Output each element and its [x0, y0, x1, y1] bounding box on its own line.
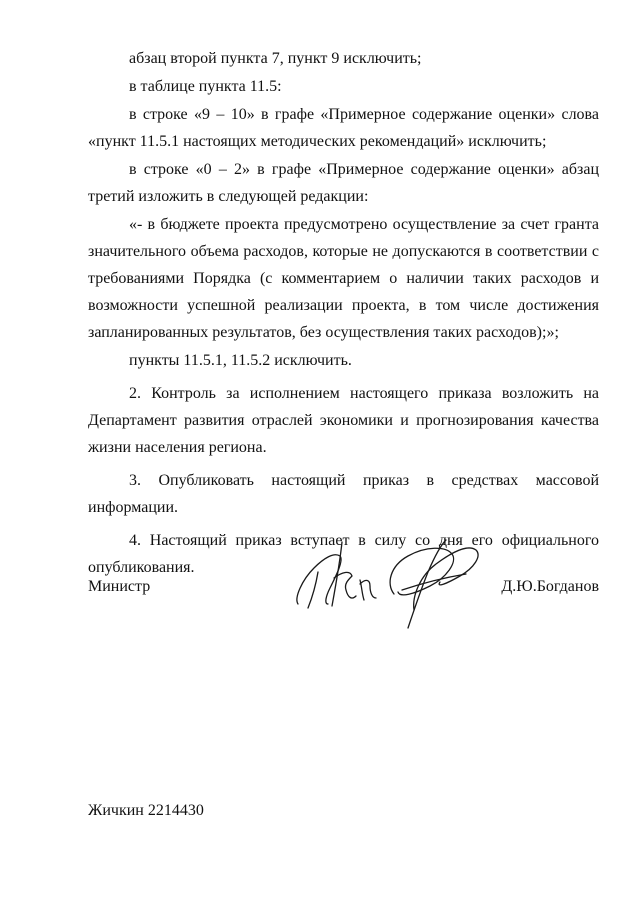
paragraph-9: 4. Настоящий приказ вступает в силу со дня его официального опубликования.	[88, 532, 599, 576]
executor-footer: Жичкин 2214430	[88, 802, 204, 819]
paragraph-4: в строке «0 – 2» в графе «Примерное содержание оценки» абзац третий изложить в следующей редакции:	[88, 161, 599, 205]
handwritten-signature	[290, 532, 490, 632]
paragraph-3: в строке «9 – 10» в графе «Примерное содержание оценки» слова «пункт 11.5.1 настоящих методических рекомендаций» исключить;	[88, 106, 599, 150]
paragraph-8: 3. Опубликовать настоящий приказ в средствах массовой информации.	[88, 472, 599, 516]
signatory-name: Д.Ю.Богданов	[501, 578, 599, 595]
paragraph-6: пункты 11.5.1, 11.5.2 исключить.	[129, 352, 352, 369]
document-body	[88, 45, 599, 581]
paragraph-2: в таблице пункта 11.5:	[129, 78, 282, 95]
paragraph-7: 2. Контроль за исполнением настоящего приказа возложить на Департамент развития отраслей экономики и прогнозирования качества жизни населения региона.	[88, 385, 599, 456]
signatory-title: Министр	[88, 578, 151, 595]
paragraph-1: абзац второй пункта 7, пункт 9 исключить;	[129, 50, 422, 67]
paragraph-5: «- в бюджете проекта предусмотрено осуществление за счет гранта значительного объема расходов, которые не допускаются в соответствии с требованиями Порядка (с комментарием о наличии таких расходов и возможности успешной реализации проекта, в том числе достижения запланированных результатов, без осуществления таких расходов);»;	[88, 216, 599, 341]
